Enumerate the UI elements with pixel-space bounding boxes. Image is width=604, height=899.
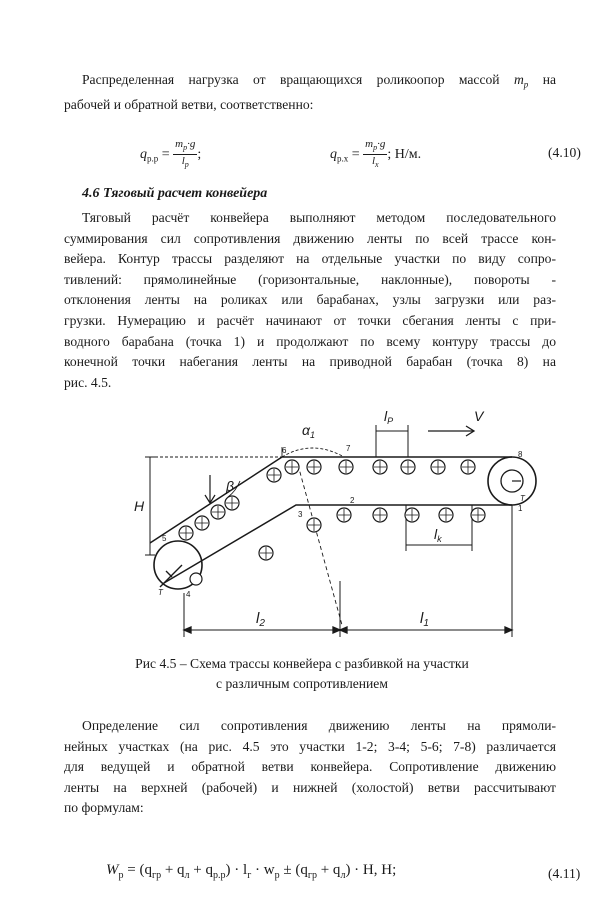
- point-6-label: 6: [282, 446, 287, 455]
- equation-number: (4.10): [548, 145, 581, 160]
- conveyor-route-diagram: [0, 405, 604, 645]
- equals-sign: =: [161, 146, 170, 162]
- formula-text: + q: [161, 862, 185, 878]
- formula-fraction: [173, 138, 197, 171]
- section-heading: 4.6 Тяговый расчет конвейера: [82, 186, 268, 201]
- upper-roller-crosses: [180, 461, 474, 539]
- formula-subscript: р.р: [213, 870, 226, 881]
- formula-subscript: р: [183, 143, 188, 153]
- paragraph-line: рис. 4.5.: [64, 374, 112, 390]
- formula-symbol: W: [106, 862, 119, 878]
- paragraph-resistance: [64, 716, 556, 819]
- paragraph-text: Распределенная нагрузка от вращающихся роликоопор массой: [82, 72, 500, 87]
- alpha-label: $\alpha_1$: [302, 422, 315, 440]
- caption-line: Рис 4.5 – Схема трассы конвейера с разбивкой на участки: [135, 656, 469, 671]
- paragraph-line: Тяговый расчёт конвейера выполняют методом последовательного: [82, 210, 556, 225]
- formula-subscript: л: [340, 870, 346, 881]
- formula-tail: ;: [197, 146, 202, 162]
- point-2-label: 2: [350, 496, 355, 505]
- formula-text: ± (q: [279, 862, 308, 878]
- paragraph-line: Определение сил сопротивления движению ленты на прямоли-: [82, 718, 556, 733]
- h-label: H: [134, 498, 145, 514]
- formula-4-10-right: [330, 138, 421, 171]
- equation-number: (4.11): [548, 866, 581, 881]
- lower-rollers: [190, 508, 485, 585]
- fraction-numerator: m: [365, 138, 374, 150]
- formula-4-10-left: [140, 138, 201, 171]
- velocity-label: V: [474, 408, 484, 424]
- paragraph-line: рабочей и обратной ветви, соответственно:: [64, 97, 314, 113]
- point-3-label: 3: [298, 510, 303, 519]
- formula-text: ) · l: [225, 862, 248, 878]
- paragraph-line: [64, 70, 556, 95]
- paragraph-line: водного барабана (точка 1) и продолжают по всему контуру трассы до: [64, 333, 556, 349]
- formula-text: · w: [251, 862, 275, 878]
- paragraph-line: ленты на верхней (рабочей) и нижней (холостой) ветви рассчитывают: [64, 779, 556, 795]
- left-drum-t-label: T: [158, 588, 163, 597]
- point-4-label: 4: [186, 590, 191, 599]
- formula-symbol: q: [140, 146, 147, 162]
- l1-label: $l_1$: [420, 610, 429, 629]
- paragraph-line: нейных участках (на рис. 4.5 это участки 1-2; 3-4; 5-6; 7-8) различается: [64, 738, 556, 754]
- paragraph-line: тивлений: прямолинейные (горизонтальные, наклонные), повороты -: [64, 271, 556, 287]
- alpha-arc: [282, 448, 344, 457]
- formula-text: ) · H, Н;: [345, 862, 397, 878]
- lp-label: $l_Р$: [384, 408, 394, 426]
- fraction-denominator: l: [181, 155, 185, 168]
- formula-tail: ; Н/м.: [387, 146, 422, 162]
- paragraph-traction-calc: [64, 208, 556, 393]
- lk-label: $l_k$: [434, 526, 442, 544]
- formula-subscript: г: [247, 870, 252, 881]
- formula-subscript: р.х: [337, 153, 349, 164]
- formula-text: + q: [189, 862, 214, 878]
- formula-subscript: р: [118, 870, 124, 881]
- paragraph-line: отклонения ленты на роликах или барабанах, узлы загрузки или раз-: [64, 292, 556, 308]
- paragraph-line: грузки. Нумерацию и расчёт начинают от точки сбегания ленты с при-: [64, 312, 556, 328]
- paragraph-line: конечной точки набегания ленты на приводной барабан (точка 8) на: [64, 354, 556, 370]
- paragraph-line: по формулам:: [64, 800, 144, 816]
- formula-fraction: [363, 138, 387, 171]
- incline-dashed-line: [298, 465, 342, 625]
- formula-symbol: q: [330, 146, 337, 162]
- formula-subscript: л: [184, 870, 190, 881]
- beta-label: β: [226, 478, 234, 494]
- right-drum-t-label: T: [520, 494, 525, 503]
- load-arrow-icon: [205, 475, 215, 503]
- mass-symbol: m: [513, 72, 524, 87]
- figure-caption: [0, 654, 604, 694]
- fraction-denominator: l: [371, 155, 375, 168]
- formula-subscript: гр: [151, 870, 162, 881]
- formula-subscript: р: [274, 870, 280, 881]
- fraction-numerator-rest: ·g: [377, 138, 386, 150]
- paragraph-line: вейера. Контур трассы разделяют на отдельные участки по виду сопро-: [64, 251, 556, 267]
- equals-sign: =: [351, 146, 360, 162]
- point-7-label: 7: [346, 444, 351, 453]
- paragraph-distributed-load: [64, 70, 556, 116]
- paragraph-line: суммирования сил сопротивления движению ленты по всей трассе кон-: [64, 230, 556, 246]
- formula-subscript: гр: [307, 870, 317, 881]
- formula-4-11: [106, 862, 396, 881]
- point-5-label: 5: [162, 534, 167, 543]
- caption-line: с различным сопротивлением: [216, 676, 388, 691]
- formula-subscript: х: [375, 160, 379, 170]
- fraction-numerator-rest: ·g: [187, 138, 196, 150]
- paragraph-line: для ведущей и обратной ветви конвейера. Сопротивление движению: [64, 759, 556, 775]
- formula-text: + q: [316, 862, 341, 878]
- formula-subscript: р: [373, 143, 378, 153]
- point-1-label: 1: [518, 504, 523, 513]
- fraction-numerator: m: [175, 138, 184, 150]
- left-drum-axle-icon: [160, 565, 182, 587]
- point-8-label: 8: [518, 450, 523, 459]
- velocity-arrow-icon: [428, 426, 474, 436]
- l2-label: $l_2$: [256, 610, 265, 629]
- mass-subscript: р: [523, 79, 529, 90]
- upper-rollers: [179, 460, 475, 540]
- formula-text: = (q: [123, 862, 152, 878]
- formula-subscript: р: [184, 160, 189, 170]
- paragraph-text: на: [542, 72, 556, 87]
- formula-subscript: р.р: [147, 153, 159, 164]
